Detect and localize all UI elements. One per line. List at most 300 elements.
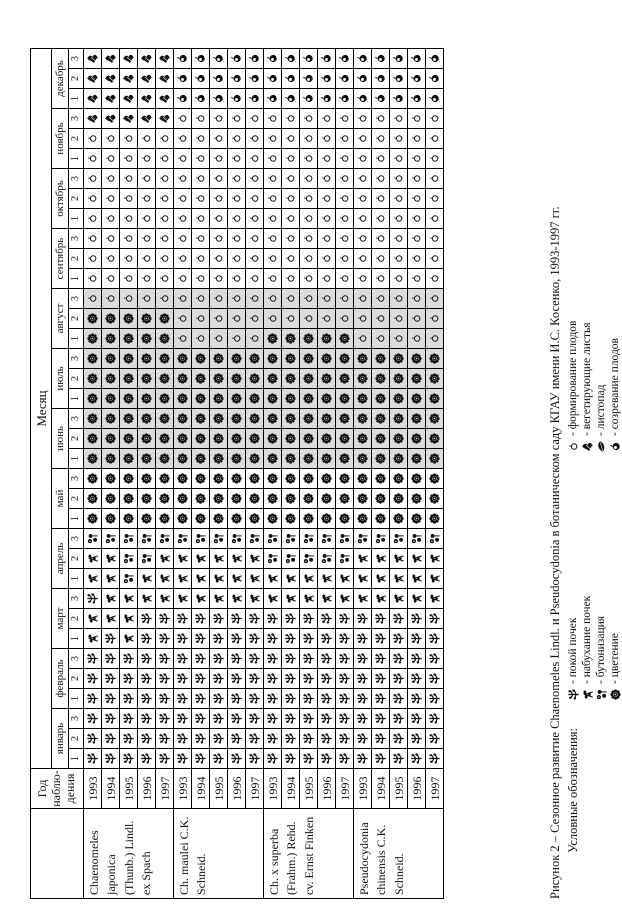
phase-cell [102, 489, 120, 509]
phase-cell [192, 529, 210, 549]
fruit-forming-icon [158, 232, 171, 245]
phase-cell [390, 549, 408, 569]
flowering-icon [122, 472, 135, 485]
flowering-icon [338, 512, 351, 525]
phase-cell [246, 189, 264, 209]
flowering-icon [104, 392, 117, 405]
phase-cell [282, 689, 300, 709]
phase-cell [210, 129, 228, 149]
phase-cell [390, 229, 408, 249]
phase-cell [300, 289, 318, 309]
phase-cell [120, 289, 138, 309]
dormant-buds-icon [392, 672, 405, 685]
fruit-forming-icon [86, 292, 99, 305]
phase-cell [264, 749, 282, 769]
phase-cell [84, 389, 102, 409]
flowering-icon [230, 512, 243, 525]
phase-cell [264, 69, 282, 89]
fruit-forming-icon [428, 332, 441, 345]
fruit-forming-icon [428, 192, 441, 205]
flowering-icon [374, 432, 387, 445]
legend-label: - вегетирующие листья [581, 322, 593, 436]
dormant-buds-icon [410, 632, 423, 645]
phase-cell [138, 729, 156, 749]
dormant-buds-icon [140, 632, 153, 645]
phase-cell [318, 329, 336, 349]
phase-cell [354, 389, 372, 409]
dormant-buds-icon [176, 672, 189, 685]
phase-cell [390, 709, 408, 729]
phase-cell [354, 729, 372, 749]
legend-label: - цветение [609, 633, 621, 684]
dormant-buds-icon [212, 752, 225, 765]
budding-icon [320, 532, 333, 545]
phase-cell [138, 689, 156, 709]
flowering-icon [266, 392, 279, 405]
fruit-forming-icon [567, 440, 580, 453]
decade-header: 3 [69, 49, 84, 69]
table-row [354, 49, 372, 899]
phase-cell [390, 349, 408, 369]
fruit-forming-icon [176, 212, 189, 225]
phase-cell [210, 609, 228, 629]
bud-swelling-icon [302, 572, 315, 585]
flowering-icon [338, 372, 351, 385]
dormant-buds-icon [374, 612, 387, 625]
dormant-buds-icon [356, 612, 369, 625]
phase-cell [282, 629, 300, 649]
phase-cell [264, 609, 282, 629]
fruit-forming-icon [302, 172, 315, 185]
phase-cell [300, 729, 318, 749]
dormant-buds-icon [356, 672, 369, 685]
flowering-icon [338, 452, 351, 465]
year-cell: 1994 [282, 769, 300, 809]
bud-swelling-icon [302, 592, 315, 605]
phase-cell [282, 469, 300, 489]
vegetating-leaves-icon [86, 92, 99, 105]
fruit-forming-icon [248, 332, 261, 345]
fruit-forming-icon [122, 292, 135, 305]
phase-cell [426, 149, 444, 169]
phase-cell [228, 129, 246, 149]
phase-cell [354, 169, 372, 189]
phase-cell [354, 489, 372, 509]
fruit-forming-icon [176, 112, 189, 125]
fruit-forming-icon [302, 252, 315, 265]
phase-cell [156, 409, 174, 429]
flowering-icon [302, 332, 315, 345]
phase-cell [408, 129, 426, 149]
phase-cell [156, 209, 174, 229]
flowering-icon [338, 472, 351, 485]
phase-cell [120, 169, 138, 189]
year-cell: 1997 [336, 769, 354, 809]
flowering-icon [122, 392, 135, 405]
phase-cell [84, 489, 102, 509]
fruit-forming-icon [140, 172, 153, 185]
budding-icon [212, 532, 225, 545]
phase-cell [336, 49, 354, 69]
fruit-forming-icon [194, 172, 207, 185]
fruit-forming-icon [194, 192, 207, 205]
phase-cell [156, 489, 174, 509]
flowering-icon [284, 492, 297, 505]
decade-header: 3 [69, 529, 84, 549]
flowering-icon [248, 512, 261, 525]
budding-icon [410, 532, 423, 545]
decade-header: 1 [69, 149, 84, 169]
fruit-forming-icon [158, 172, 171, 185]
phase-cell [426, 49, 444, 69]
fruit-forming-icon [248, 252, 261, 265]
dormant-buds-icon [392, 652, 405, 665]
phase-cell [282, 569, 300, 589]
phase-cell [300, 249, 318, 269]
fruit-forming-icon [248, 152, 261, 165]
phase-cell [102, 209, 120, 229]
phase-cell [84, 89, 102, 109]
fruit-forming-icon [212, 232, 225, 245]
flowering-icon [338, 332, 351, 345]
fruit-forming-icon [86, 272, 99, 285]
fruit-forming-icon [104, 172, 117, 185]
fruit-forming-icon [320, 232, 333, 245]
phase-cell [156, 109, 174, 129]
flowering-icon [266, 352, 279, 365]
phase-cell [282, 529, 300, 549]
phase-cell [300, 129, 318, 149]
flowering-icon [212, 352, 225, 365]
fruit-ripening-icon [248, 72, 261, 85]
phase-cell [300, 469, 318, 489]
flowering-icon [266, 492, 279, 505]
phase-cell [120, 129, 138, 149]
legend-item [566, 596, 580, 701]
phase-cell [300, 229, 318, 249]
dormant-buds-icon [392, 632, 405, 645]
phase-cell [156, 649, 174, 669]
phase-cell [156, 389, 174, 409]
phase-cell [354, 449, 372, 469]
phase-cell [210, 489, 228, 509]
phase-cell [120, 749, 138, 769]
table-row [102, 49, 120, 899]
phase-cell [354, 649, 372, 669]
phase-cell [318, 269, 336, 289]
phase-cell [192, 549, 210, 569]
phase-cell [174, 529, 192, 549]
bud-swelling-icon [248, 572, 261, 585]
phase-cell [102, 69, 120, 89]
phase-cell [372, 189, 390, 209]
phase-cell [336, 349, 354, 369]
phase-cell [84, 749, 102, 769]
phase-cell [138, 129, 156, 149]
flowering-icon [176, 352, 189, 365]
bud-swelling-icon [428, 552, 441, 565]
phase-cell [426, 589, 444, 609]
bud-swelling-icon [374, 572, 387, 585]
legend-label: - бутонизация [595, 615, 607, 684]
phase-cell [120, 389, 138, 409]
flowering-icon [266, 372, 279, 385]
dormant-buds-icon [176, 612, 189, 625]
fruit-forming-icon [392, 292, 405, 305]
fruit-forming-icon [176, 232, 189, 245]
phase-cell [138, 449, 156, 469]
fruit-forming-icon [338, 212, 351, 225]
dormant-buds-icon [338, 672, 351, 685]
flowering-icon [609, 688, 622, 701]
dormant-buds-icon [356, 712, 369, 725]
flowering-icon [230, 472, 243, 485]
phase-cell [408, 629, 426, 649]
flowering-icon [86, 332, 99, 345]
phase-cell [426, 349, 444, 369]
phase-cell [318, 389, 336, 409]
phase-cell [336, 549, 354, 569]
phase-cell [336, 569, 354, 589]
phase-cell [264, 289, 282, 309]
phase-cell [336, 389, 354, 409]
dormant-buds-icon [284, 732, 297, 745]
fruit-forming-icon [230, 272, 243, 285]
phase-cell [300, 569, 318, 589]
bud-swelling-icon [140, 572, 153, 585]
phase-cell [372, 209, 390, 229]
fruit-forming-icon [104, 132, 117, 145]
dormant-buds-icon [392, 612, 405, 625]
phase-cell [354, 469, 372, 489]
fruit-forming-icon [104, 272, 117, 285]
legend-item [566, 321, 580, 453]
flowering-icon [428, 392, 441, 405]
budding-icon [158, 532, 171, 545]
phase-cell [192, 409, 210, 429]
flowering-icon [284, 412, 297, 425]
flowering-icon [338, 352, 351, 365]
fruit-ripening-icon [230, 92, 243, 105]
bud-swelling-icon [320, 592, 333, 605]
phase-cell [210, 589, 228, 609]
phase-cell [300, 49, 318, 69]
flowering-icon [392, 372, 405, 385]
flowering-icon [302, 452, 315, 465]
year-cell: 1993 [84, 769, 102, 809]
fruit-forming-icon [428, 312, 441, 325]
fruit-forming-icon [338, 192, 351, 205]
flowering-icon [104, 372, 117, 385]
fruit-ripening-icon [374, 52, 387, 65]
phase-cell [246, 749, 264, 769]
flowering-icon [158, 312, 171, 325]
phase-cell [336, 709, 354, 729]
phase-cell [336, 129, 354, 149]
fruit-forming-icon [392, 332, 405, 345]
fruit-ripening-icon [428, 72, 441, 85]
phase-cell [336, 689, 354, 709]
fruit-forming-icon [140, 192, 153, 205]
phase-cell [138, 409, 156, 429]
phase-cell [408, 209, 426, 229]
phase-cell [390, 89, 408, 109]
phase-cell [102, 549, 120, 569]
flowering-icon [140, 312, 153, 325]
phase-cell [174, 489, 192, 509]
dormant-buds-icon [158, 752, 171, 765]
phase-cell [282, 489, 300, 509]
phase-cell [372, 629, 390, 649]
fruit-forming-icon [428, 292, 441, 305]
phase-cell [192, 729, 210, 749]
vegetating-leaves-icon [104, 112, 117, 125]
vegetating-leaves-icon [122, 52, 135, 65]
phase-cell [354, 529, 372, 549]
phase-cell [228, 509, 246, 529]
phase-cell [174, 449, 192, 469]
phase-cell [264, 129, 282, 149]
phase-cell [390, 49, 408, 69]
table-row [282, 49, 300, 899]
fruit-forming-icon [122, 152, 135, 165]
dormant-buds-icon [158, 732, 171, 745]
table-row [390, 49, 408, 899]
phase-cell [246, 469, 264, 489]
phase-cell [426, 169, 444, 189]
phase-cell [282, 729, 300, 749]
phase-cell [282, 749, 300, 769]
fruit-ripening-icon [302, 72, 315, 85]
fruit-forming-icon [338, 312, 351, 325]
bud-swelling-icon [122, 592, 135, 605]
phase-cell [282, 169, 300, 189]
phase-cell [426, 429, 444, 449]
flowering-icon [140, 412, 153, 425]
flowering-icon [266, 452, 279, 465]
fruit-forming-icon [140, 132, 153, 145]
year-cell: 1996 [228, 769, 246, 809]
phase-cell [120, 509, 138, 529]
phase-cell [318, 749, 336, 769]
phase-cell [174, 129, 192, 149]
budding-icon [266, 552, 279, 565]
phase-cell [372, 229, 390, 249]
flowering-icon [176, 372, 189, 385]
phase-cell [318, 509, 336, 529]
phase-cell [390, 209, 408, 229]
phase-cell [174, 109, 192, 129]
phase-cell [354, 149, 372, 169]
flowering-icon [392, 412, 405, 425]
bud-swelling-icon [86, 572, 99, 585]
dormant-buds-icon [356, 752, 369, 765]
phase-cell [228, 409, 246, 429]
flowering-icon [356, 372, 369, 385]
fruit-forming-icon [212, 332, 225, 345]
phase-cell [408, 469, 426, 489]
phase-cell [336, 429, 354, 449]
phase-cell [84, 189, 102, 209]
phase-cell [246, 269, 264, 289]
fruit-forming-icon [356, 172, 369, 185]
month-header: февраль [52, 649, 69, 709]
phase-cell [372, 169, 390, 189]
phase-cell [354, 269, 372, 289]
phase-cell [210, 629, 228, 649]
vegetating-leaves-icon [158, 52, 171, 65]
phase-cell [318, 289, 336, 309]
year-cell: 1996 [318, 769, 336, 809]
phase-cell [138, 569, 156, 589]
fruit-forming-icon [392, 112, 405, 125]
budding-icon [392, 532, 405, 545]
phase-cell [84, 669, 102, 689]
fruit-forming-icon [338, 252, 351, 265]
flowering-icon [320, 472, 333, 485]
dormant-buds-icon [284, 752, 297, 765]
phase-cell [318, 569, 336, 589]
phase-cell [156, 129, 174, 149]
phase-cell [174, 269, 192, 289]
phase-cell [408, 289, 426, 309]
fruit-forming-icon [320, 212, 333, 225]
year-cell: 1994 [372, 769, 390, 809]
phase-cell [84, 49, 102, 69]
phase-cell [228, 209, 246, 229]
fruit-forming-icon [338, 292, 351, 305]
phase-cell [390, 249, 408, 269]
phase-cell [192, 229, 210, 249]
phase-cell [156, 509, 174, 529]
phase-cell [174, 329, 192, 349]
phase-cell [354, 549, 372, 569]
flowering-icon [410, 372, 423, 385]
dormant-buds-icon [176, 732, 189, 745]
fruit-forming-icon [158, 212, 171, 225]
fruit-forming-icon [266, 252, 279, 265]
phase-cell [372, 489, 390, 509]
phase-cell [354, 109, 372, 129]
phase-cell [318, 89, 336, 109]
decade-header: 2 [69, 549, 84, 569]
flowering-icon [86, 432, 99, 445]
phase-cell [192, 589, 210, 609]
fruit-forming-icon [284, 272, 297, 285]
phase-cell [318, 249, 336, 269]
phase-cell [264, 729, 282, 749]
phase-cell [84, 529, 102, 549]
fruit-forming-icon [374, 252, 387, 265]
phase-cell [102, 269, 120, 289]
phase-cell [336, 529, 354, 549]
dormant-buds-icon [158, 612, 171, 625]
phase-cell [390, 389, 408, 409]
phase-cell [426, 749, 444, 769]
month-header: октябрь [52, 169, 69, 229]
phase-cell [390, 469, 408, 489]
decade-header: 2 [69, 429, 84, 449]
dormant-buds-icon [356, 692, 369, 705]
decade-header: 3 [69, 229, 84, 249]
phase-cell [138, 89, 156, 109]
phase-cell [300, 489, 318, 509]
phase-cell [210, 269, 228, 289]
fruit-forming-icon [86, 172, 99, 185]
phase-cell [264, 449, 282, 469]
fruit-forming-icon [122, 252, 135, 265]
fruit-forming-icon [410, 112, 423, 125]
